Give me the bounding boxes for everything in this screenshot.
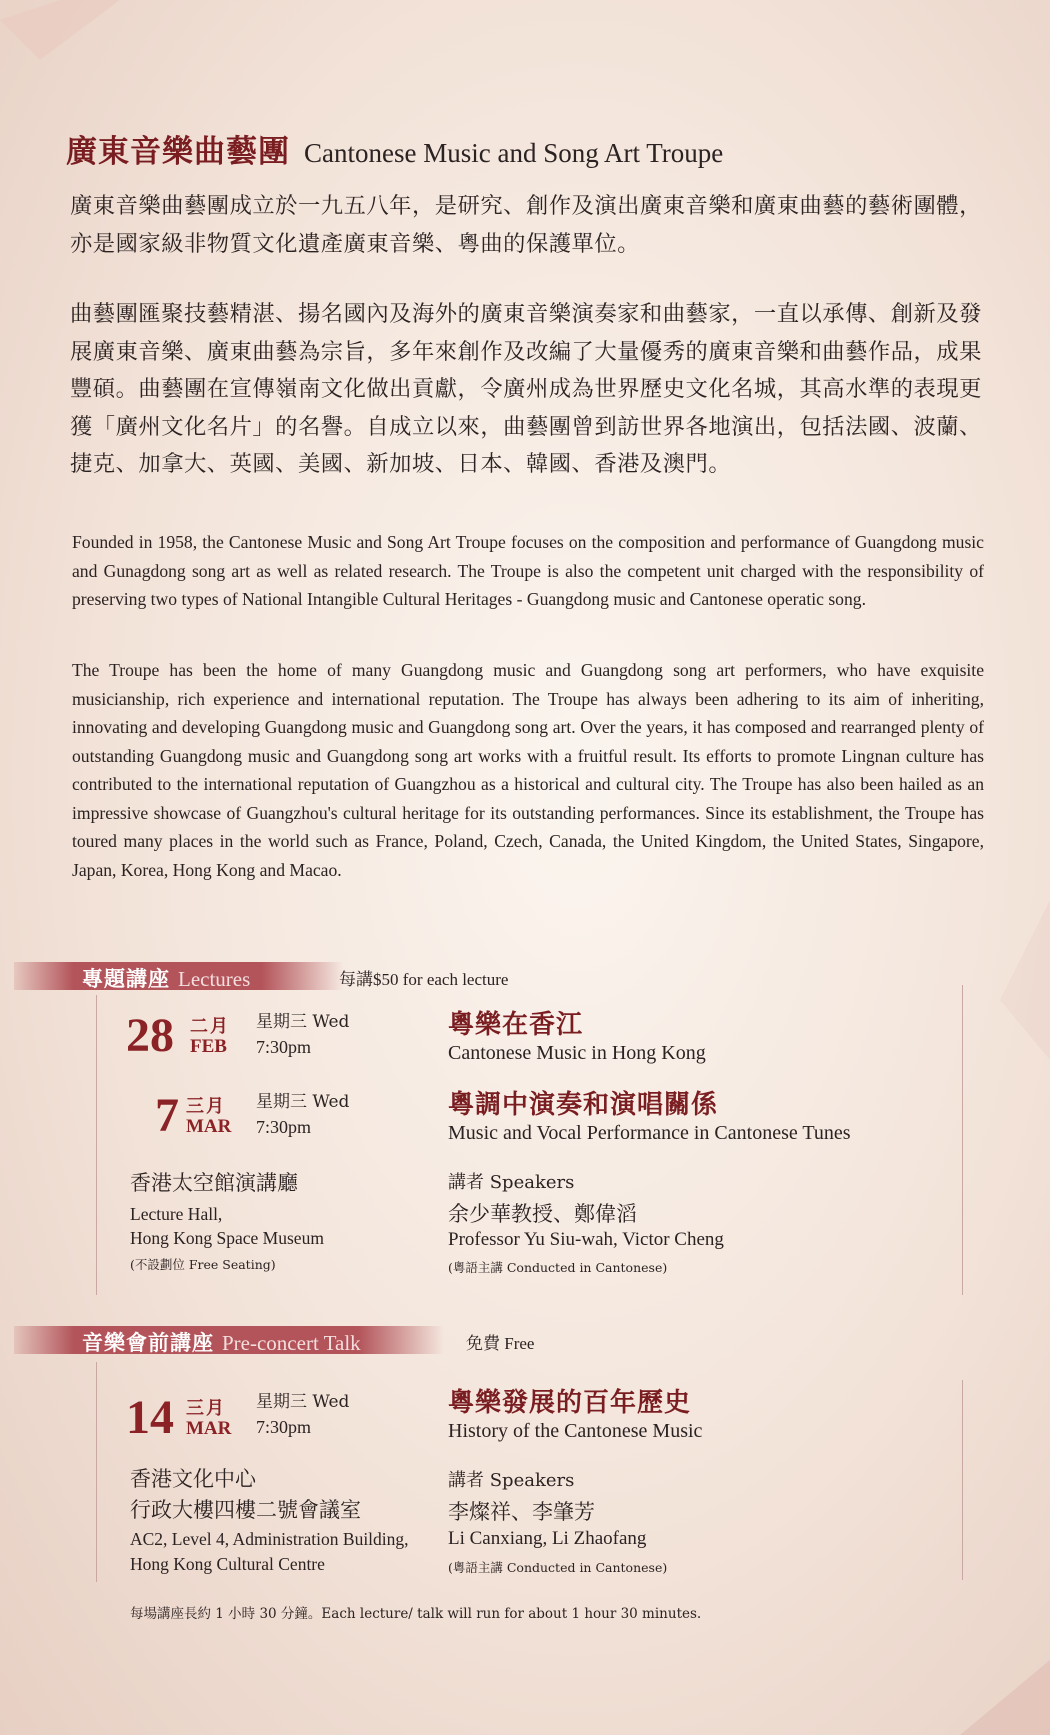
event-month <box>190 1017 230 1057</box>
seating-note: (不設劃位 Free Seating) <box>130 1257 276 1272</box>
duration-note: 每場講座長約 1 小時 30 分鐘。Each lecture/ talk will run for about 1 hour 30 minutes. <box>130 1606 702 1622</box>
intro-paragraph-en-1: Founded in 1958, the Cantonese Music and Song Art Troupe focuses on the composition and performance of Guangdong music and Gunagdong song art as well as related research. The Troupe is also the competent unit charged with the responsibility of preserving two types of National Intangible Cultural Heritages - Guangdong music and Cantonese operatic song. <box>72 532 984 609</box>
event-day: 14 <box>126 1391 174 1444</box>
event-day: 7 <box>155 1089 179 1142</box>
month-en: MAR <box>186 1116 232 1137</box>
event-title-zh: 粵樂在香江 <box>448 1010 584 1040</box>
speakers-label: 講者 Speakers <box>448 1172 575 1193</box>
time: 7:30pm <box>256 1037 312 1057</box>
event-weekday-time <box>256 1010 349 1060</box>
divider-left <box>96 1362 97 1582</box>
divider-right <box>962 985 963 1295</box>
speakers-label: 講者 Speakers <box>448 1470 575 1491</box>
speakers-zh: 李燦祥、李肇芳 <box>448 1500 595 1524</box>
time: 7:30pm <box>256 1117 312 1137</box>
venue-zh-line-2: 行政大樓四樓二號會議室 <box>130 1498 361 1522</box>
month-zh: 三月 <box>186 1096 226 1117</box>
weekday: 星期三 Wed <box>256 1012 350 1032</box>
talk-fee: 免費 Free <box>466 1334 535 1353</box>
speakers-zh: 余少華教授、鄭偉滔 <box>448 1202 637 1226</box>
month-en: MAR <box>186 1418 232 1439</box>
weekday: 星期三 Wed <box>256 1392 350 1412</box>
lectures-banner <box>14 960 714 992</box>
intro-paragraph-en-2: The Troupe has been the home of many Guangdong music and Guangdong song art performers, who have exquisite musicianship, rich experience and international reputation. The Troupe has always been adhering to its aim of inheriting, innovating and developing Guangdong music and Guangdong song art. Over the years, it has composed and rearranged plenty of outstanding Guangdong music and Guangdong song art works with a fruitful result. Its efforts to promote Lingnan culture has contributed to the international reputation of Guangzhou as a historical and cultural city. The Troupe has also been hailed as an impressive showcase of Guangzhou's cultural heritage for its outstanding performances. Since its establishment, the Troupe has toured many places in the world such as France, Poland, Czech, Canada, the United Kingdom, the United States, Singapore, Japan, Korea, Hong Kong and Macao. <box>72 660 984 880</box>
speakers-en: Professor Yu Siu-wah, Victor Cheng <box>448 1229 724 1250</box>
month-zh: 二月 <box>190 1016 230 1037</box>
title-english: Cantonese Music and Song Art Troupe <box>304 138 724 168</box>
venue-zh: 香港太空館演講廳 <box>130 1171 298 1195</box>
lectures-fee: 每講$50 for each lecture <box>339 970 509 989</box>
banner-en: Lectures <box>178 967 251 991</box>
venue-en-line-1: AC2, Level 4, Administration Building, <box>130 1529 409 1549</box>
venue-en-line-2: Hong Kong Space Museum <box>130 1228 324 1248</box>
intro-paragraph-zh-1: 廣東音樂曲藝團成立於一九五八年，是研究、創作及演出廣東音樂和廣東曲藝的藝術團體，亦是國家級非物質文化遺產廣東音樂、粵曲的保護單位。 <box>70 193 982 257</box>
talk-banner <box>14 1324 714 1356</box>
language-note: (粵語主講 Conducted in Cantonese) <box>448 1560 668 1575</box>
month-zh: 三月 <box>186 1398 226 1419</box>
divider-left <box>96 995 97 1295</box>
intro-paragraph-zh-2: 曲藝團匯聚技藝精湛、揚名國內及海外的廣東音樂演奏家和曲藝家，一直以承傳、創新及發展廣東音樂、廣東曲藝為宗旨，多年來創作及改編了大量優秀的廣東音樂和曲藝作品，成果豐碩。曲藝團在宣傳嶺南文化做出貢獻，令廣州成為世界歷史文化名城，其高水準的表現更獲「廣州文化名片」的名譽。自成立以來，曲藝團曾到訪世界各地演出，包括法國、波蘭、捷克、加拿大、英國、美國、新加坡、日本、韓國、香港及澳門。 <box>70 301 982 477</box>
venue-zh-line-1: 香港文化中心 <box>130 1467 256 1491</box>
page-title <box>66 126 723 171</box>
weekday: 星期三 Wed <box>256 1092 350 1112</box>
banner-zh: 音樂會前講座 <box>82 1330 214 1355</box>
venue-en-line-1: Lecture Hall, <box>130 1204 223 1224</box>
venue-en-line-2: Hong Kong Cultural Centre <box>130 1554 325 1574</box>
title-chinese: 廣東音樂曲藝團 <box>66 134 290 170</box>
event-title-en: Cantonese Music in Hong Kong <box>448 1042 706 1064</box>
event-title-zh: 粵樂發展的百年歷史 <box>448 1388 692 1418</box>
talk-banner-label <box>82 1327 361 1357</box>
divider-right <box>962 1380 963 1580</box>
banner-zh: 專題講座 <box>82 966 170 991</box>
speakers-en: Li Canxiang, Li Zhaofang <box>448 1528 647 1549</box>
event-title-en: Music and Vocal Performance in Cantonese Tunes <box>448 1122 851 1144</box>
event-title-en: History of the Cantonese Music <box>448 1420 703 1442</box>
event-day: 28 <box>126 1009 174 1062</box>
event-weekday-time <box>256 1090 349 1140</box>
event-weekday-time <box>256 1390 349 1440</box>
month-en: FEB <box>190 1036 227 1057</box>
event-title-zh: 粵調中演奏和演唱關係 <box>448 1090 719 1120</box>
time: 7:30pm <box>256 1417 312 1437</box>
language-note: (粵語主講 Conducted in Cantonese) <box>448 1260 668 1275</box>
event-month <box>186 1399 231 1439</box>
banner-en: Pre-concert Talk <box>222 1331 361 1355</box>
lectures-banner-label <box>82 963 250 993</box>
event-month <box>186 1097 231 1137</box>
